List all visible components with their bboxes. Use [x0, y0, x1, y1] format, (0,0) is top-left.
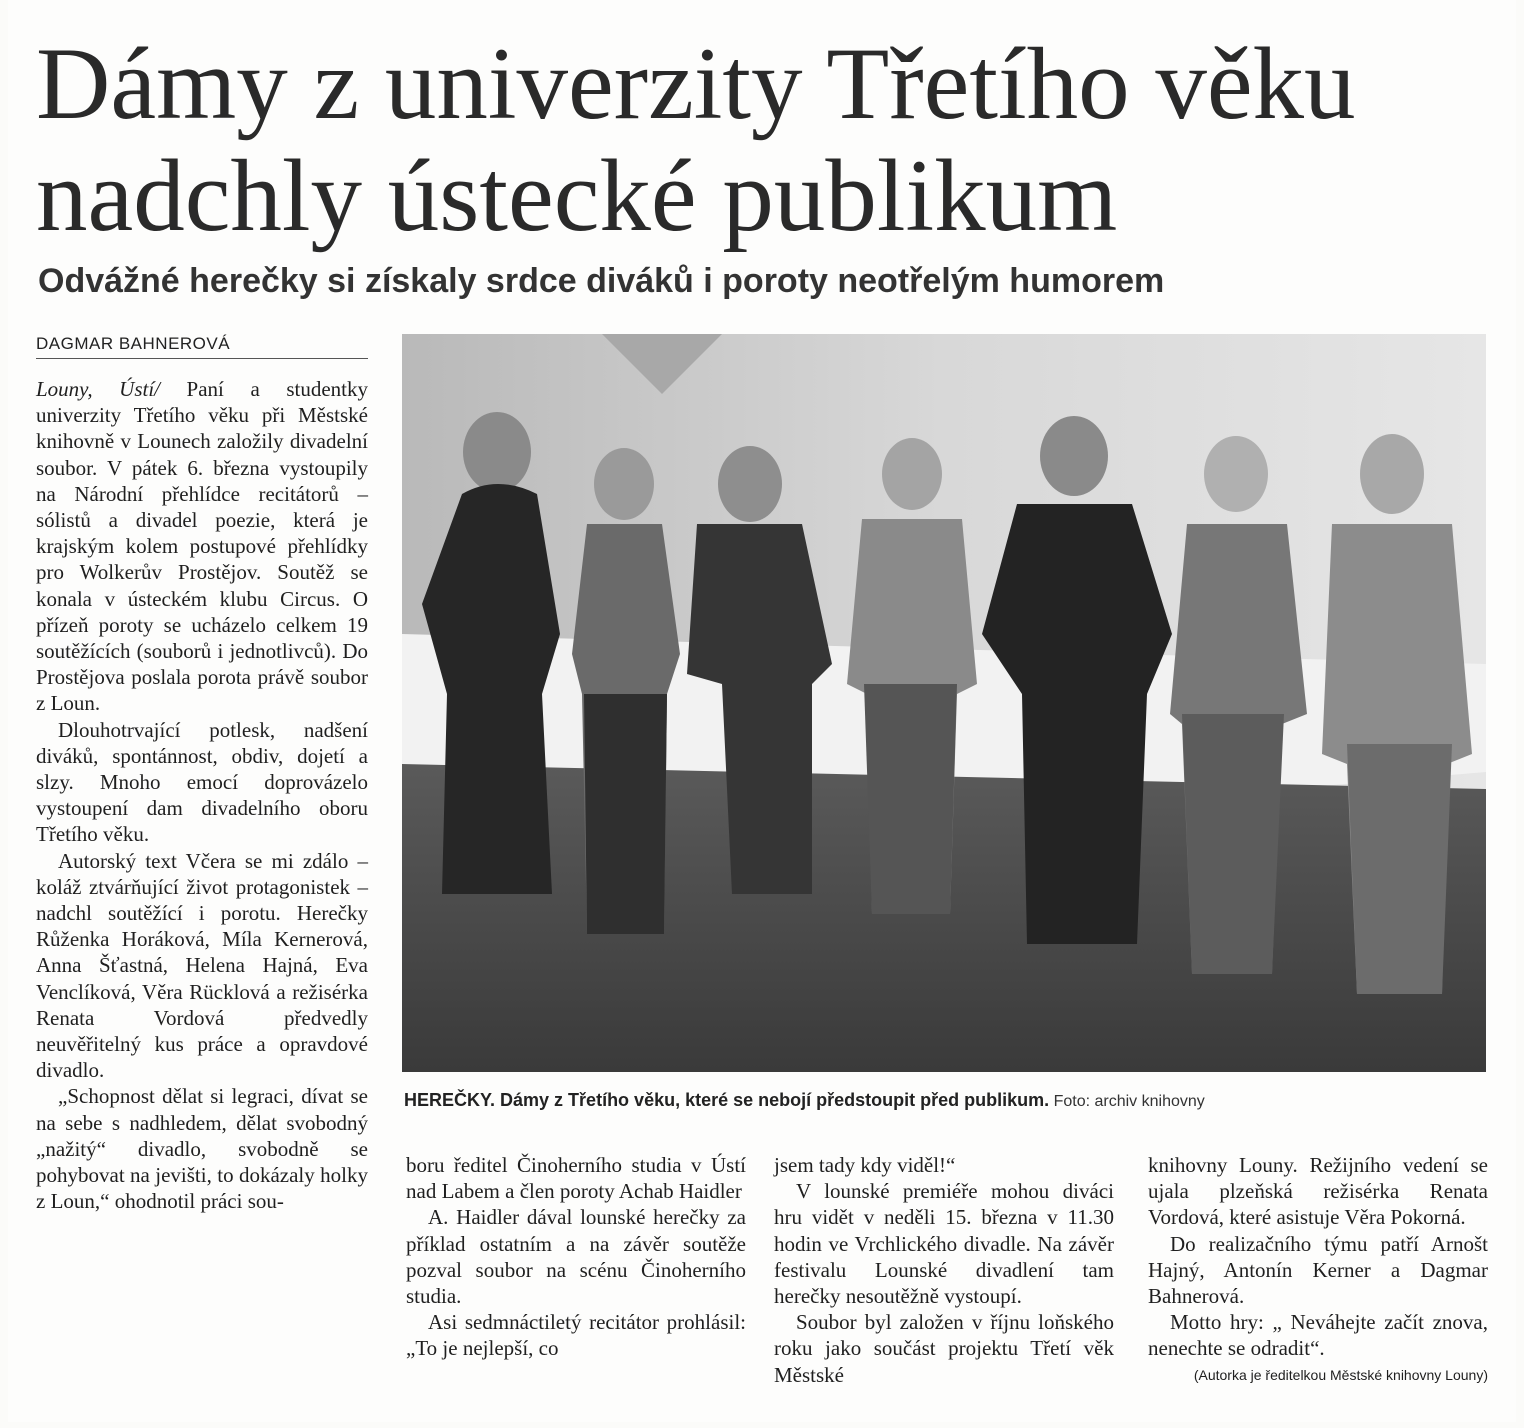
dateline: Louny, Ústí/ — [36, 377, 160, 401]
text-column-4 — [1148, 1152, 1488, 1388]
text-column-2 — [406, 1152, 746, 1362]
photo-caption — [404, 1090, 1484, 1111]
paragraph: Asi sedmnáctiletý recitátor prohlásil: „To je nejlepší, co — [406, 1310, 746, 1361]
paragraph: jsem tady kdy viděl!“ — [774, 1153, 956, 1177]
paragraph: A. Haidler dával lounské herečky za příklad ostatním a na závěr soutěže pozval soubor na scénu Činoherního studia. — [406, 1205, 746, 1309]
group-photo — [402, 334, 1486, 1072]
headline-line-1: Dámy z univerzity Třetího věku — [36, 27, 1356, 141]
paragraph: knihovny Louny. Režijního vedení se ujala plzeňská režisérka Renata Vordová, které asistuje Věra Pokorná. — [1148, 1153, 1488, 1230]
text-column-1 — [36, 376, 368, 1215]
author-note: (Autorka je ředitelkou Městské knihovny Louny) — [1193, 1366, 1488, 1383]
caption-text: Dámy z Třetího věku, které se nebojí předstoupit před publikum. — [495, 1090, 1050, 1110]
paragraph: Louny, Ústí/ Paní a studentky univerzity Třetího věku při Městské knihovně v Lounech založily divadelní soubor. V pátek 6. března vystoupily na Národní přehlídce recitátorů – sólistů a divadel poezie, která je krajským kolem postupové přehlídky pro Wolkerův Prostějov. Soutěž se konala v ústeckém klubu Circus. O přízeň poroty se ucházelo celkem 19 soutěžících (souborů i jednotlivců). Do Prostějova poslala porota právě soubor z Loun. — [36, 377, 368, 716]
paragraph: Dlouhotrvající potlesk, nadšení diváků, spontánnost, obdiv, dojetí a slzy. Mnoho emocí doprovázelo vystoupení dam divadelního oboru Třetího věku. — [36, 717, 368, 847]
photo-image — [402, 334, 1486, 1072]
paragraph: V lounské premiéře mohou diváci hru vidět v neděli 15. března v 11.30 hodin ve Vrchlického divadle. Na závěr festivalu Lounské divadlení tam herečky nesoutěžně vystoupí. — [774, 1179, 1114, 1309]
paragraph: Soubor byl založen v říjnu loňského roku jako součást projektu Třetí věk Městské — [774, 1310, 1114, 1387]
paragraph: Autorský text Včera se mi zdálo – koláž ztvárňující život protagonistek – nadchl soutěžící i porotu. Herečky Růženka Horáková, Míla Kernerová, Anna Šťastná, Helena Hajná, Eva Venclíková, Věra Rücklová a režisérka Renata Vordová předvedly neuvěřitelný kus práce a opravdové divadlo. — [36, 848, 368, 1083]
paragraph: Motto hry: „ Neváhejte začít znova, nenechte se odradit“. — [1148, 1310, 1488, 1361]
paragraph: Do realizačního týmu patří Arnošt Hajný, Antonín Kerner a Dagmar Bahnerová. — [1148, 1231, 1488, 1309]
caption-label: HEREČKY. — [404, 1090, 496, 1110]
byline: DAGMAR BAHNEROVÁ — [36, 334, 368, 359]
photo-credit: Foto: archiv knihovny — [1049, 1093, 1205, 1110]
paragraph: boru ředitel Činoherního studia v Ústí nad Labem a člen poroty Achab Haidler — [406, 1153, 746, 1204]
subheadline: Odvážné herečky si získaly srdce diváků i poroty neotřelým humorem — [38, 262, 1165, 300]
headline — [36, 28, 1506, 252]
headline-line-2: nadchly ústecké publikum — [36, 139, 1118, 253]
paragraph: „Schopnost dělat si legraci, dívat se na sebe s nadhledem, dělat svobodný „nažitý“ divadlo, svobodně se pohybovat na jevišti, to dokázaly holky z Loun,“ ohodnotil práci sou- — [36, 1084, 368, 1214]
text-column-3 — [774, 1152, 1114, 1388]
newspaper-clipping — [8, 0, 1516, 1422]
